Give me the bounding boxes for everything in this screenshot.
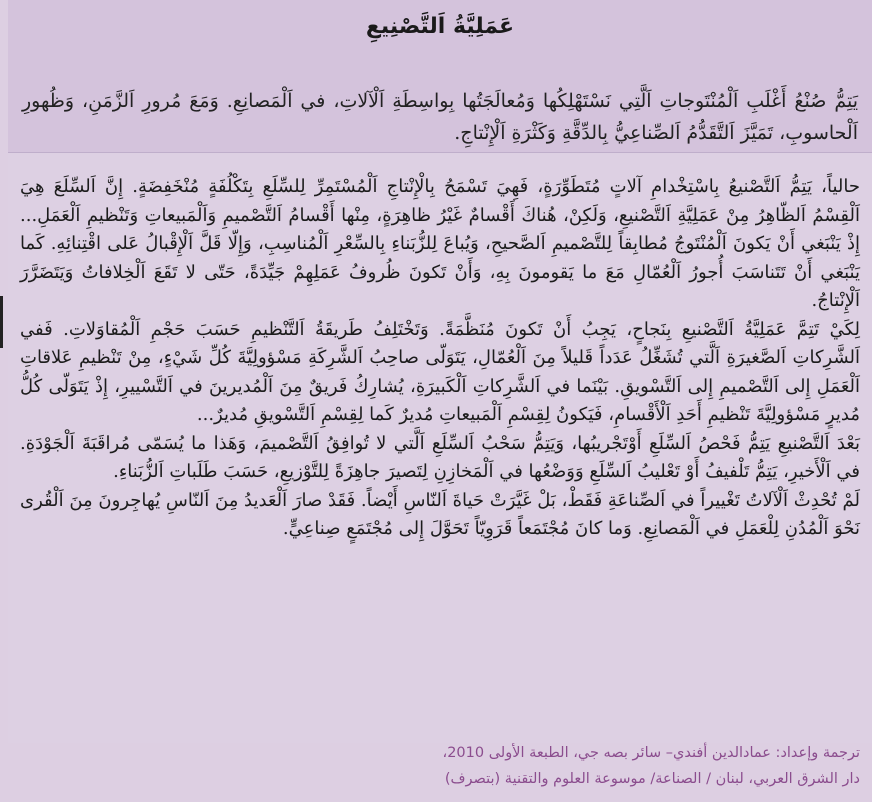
page-title: عَمَلِيَّةُ اَلتَّصْنِيعِ — [365, 14, 515, 39]
intro-paragraph: يَتِمُّ صُنْعُ أَغْلَبِ اَلْمُنْتَوجاتِ اَلَّتِي نَسْتَهْلِكُها وَمُعالَجَتُها بِواسِطَةِ اَلْآلاتِ، في اَلْمَصانِعِ. وَمَعَ مُرورِ اَلزَّمَنِ، وَظُهورِ اَلْحاسوبِ، تَمَيَّزَ اَلتَّقَدُّمُ اَلصِّناعِيُّ بِالدِّقَّةِ وَكَثْرَةِ اَلْإِنْتاجِ. — [22, 90, 858, 144]
paragraph-2: لِكَيْ تَتِمَّ عَمَلِيَّةُ اَلتَّصْنيعِ بِنَجاحٍ، يَجِبُ أَنْ تَكونَ مُنَظَّمَةً. وَتَخْتَلِفُ طَريقَةُ اَلتَّنْظيمِ حَسَبَ حَجْمِ اَلْمُقاوَلاتِ. فَفي اَلشَّرِكاتِ اَلصَّغيرَةِ اَلَّتي تُشَغِّلُ عَدَداً قَليلاً مِنَ اَلْعُمّالِ، يَتَوَلّى صاحِبُ اَلشَّرِكَةِ مَسْؤولِيَّةَ كُلِّ شَيْءٍ، مِنْ تَنْظيمِ عَلاقاتِ اَلْعَمَلِ إِلى اَلتَّصْميمِ إِلى اَلتَّسْويقِ. بَيْنَما في اَلشَّرِكاتِ اَلْكَبيرَةِ، يُشارِكُ فَريقٌ مِنَ اَلْمُديرينَ في اَلتَّسْييرِ، إِذْ يَتَوَلّى كُلُّ مُديرٍ مَسْؤولِيَّةَ تَنْظيمِ أَحَدِ اَلْأَقْسامِ، فَيَكونُ لِقِسْمِ اَلْمَبيعاتِ مُديرٌ كَما لِقِسْمِ اَلتَّسْويقِ مُديرٌ... — [20, 318, 860, 425]
body-section — [8, 153, 872, 743]
source-citation — [0, 740, 878, 792]
paragraph-1: حالياً، يَتِمُّ اَلتَّصْنيعُ بِاسْتِخْدامِ آلاتٍ مُتَطَوِّرَةٍ، فَهِيَ تَسْمَحُ بِالْإِنْتاجِ اَلْمُسْتَمِرِّ لِلسِّلَعِ بِتَكْلُفَةٍ مُنْخَفِضَةٍ. إِنَّ اَلسِّلَعَ هِيَ اَلْقِسْمُ اَلظّاهِرُ مِنْ عَمَلِيَّةِ اَلتَّصْنيعِ، وَلَكِنْ، هُناكَ أَقْسامٌ غَيْرُ ظاهِرَةٍ، مِنْها أَقْسامُ اَلتَّصْميمِ وَاَلْمَبيعاتِ وَتَنْظيمِ اَلْعَمَلِ... إِذْ يَنْبَغي أَنْ يَكونَ اَلْمُنْتَوجُ مُطابِقاً لِلتَّصْميمِ اَلصَّحيحِ، وَيُباعَ لِلزُّبَناءِ بِالسِّعْرِ اَلْمُناسِبِ، وَإِلّا قَلَّ اَلْإِقْبالُ عَلى اقْتِنائِهِ. كَما يَنْبَغي أَنْ تَتَناسَبَ أُجورُ اَلْعُمّالِ مَعَ ما يَقومونَ بِهِ، وَأَنْ تَكونَ ظُروفُ عَمَلِهِمْ جَيِّدَةً، حَتّى لا تَقَعَ اَلْخِلافاتُ وَيَتَضَرَّرَ اَلْإِنْتاجُ. — [20, 176, 860, 311]
citation-line-2: دار الشرق العربي، لبنان / الصناعة/ موسوعة العلوم والتقنية (بتصرف) — [444, 771, 860, 787]
paragraph-3: بَعْدَ اَلتَّصْنيعِ يَتِمُّ فَحْصُ اَلسِّلَعِ أَوْتَجْريبُها، وَيَتِمُّ سَحْبُ اَلسِّلَعِ اَلَّتي لا تُوافِقُ اَلتَّصْميمَ، وَهَذا ما يُسَمّى مُراقَبَةَ اَلْجَوْدَةِ. في اَلْأَخيرِ، يَتِمُّ تَلْفيفُ أَوْ تَعْليبُ اَلسِّلَعِ وَوَضْعُها في اَلْمَخازِنِ لِتَصيرَ جاهِزَةً لِلتَّوْزيعِ، حَسَبَ طَلَباتِ اَلزُّبَناءِ. — [20, 432, 860, 482]
intro-section — [8, 0, 872, 153]
margin-marker — [0, 296, 3, 348]
citation-line-1: ترجمة وإعداد: عمادالدين أفندي– سائر بصه جي، الطبعة الأولى 2010، — [442, 745, 860, 761]
body-text — [20, 173, 860, 544]
paragraph-4: لَمْ تُحْدِثْ اَلْآلاتُ تَغْييراً في اَلصِّناعَةِ فَقَطْ، بَلْ غَيَّرَتْ حَياةَ اَلنّاسِ أَيْضاً. فَقَدْ صارَ اَلْعَديدُ مِنَ اَلنّاسِ يُهاجِرونَ مِنَ اَلْقُرى نَحْوَ اَلْمُدُنِ لِلْعَمَلِ في اَلْمَصانِعِ. وَما كانَ مُجْتَمَعاً قَرَوِيّاً تَحَوَّلَ إِلى مُجْتَمَعٍ صِناعِيٍّ. — [20, 489, 860, 539]
